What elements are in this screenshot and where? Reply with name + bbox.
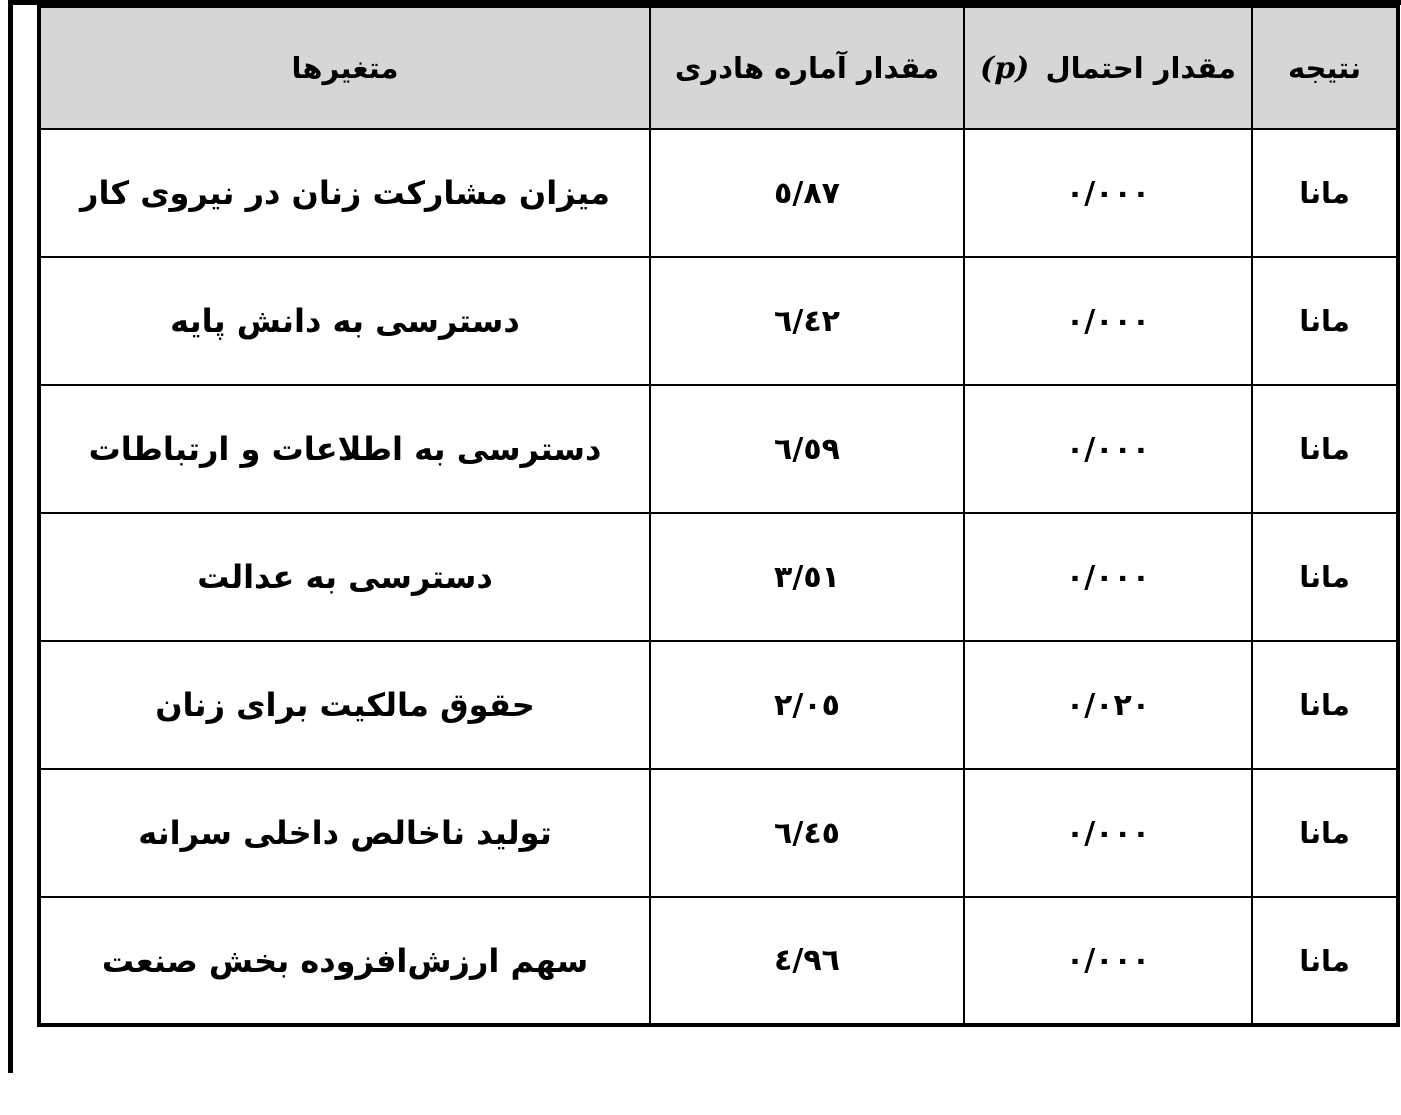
- variable-cell: سهم ارزش‌افزوده بخش صنعت: [39, 897, 650, 1025]
- variable-cell: دسترسی به عدالت: [39, 513, 650, 641]
- variable-cell: دسترسی به اطلاعات و ارتباطات: [39, 385, 650, 513]
- p-value-cell: ٠/٠٠٠: [964, 385, 1252, 513]
- header-probability-label: مقدار احتمال: [1045, 50, 1236, 85]
- p-value-cell: ٠/٠٠٠: [964, 129, 1252, 257]
- p-value-cell: ٠/٠٠٠: [964, 769, 1252, 897]
- table-row: [39, 129, 1398, 257]
- table-row: [39, 897, 1398, 1025]
- result-cell: مانا: [1252, 129, 1398, 257]
- statistic-cell: ٣/٥١: [650, 513, 964, 641]
- header-p-symbol: (p): [980, 50, 1030, 86]
- hadri-test-results-table: [37, 4, 1400, 1027]
- header-result-label: نتیجه: [1287, 51, 1362, 85]
- table-row: [39, 641, 1398, 769]
- result-cell: مانا: [1252, 769, 1398, 897]
- header-variables: [39, 6, 650, 129]
- variable-cell: تولید ناخالص داخلی سرانه: [39, 769, 650, 897]
- variable-cell: میزان مشارکت زنان در نیروی کار: [39, 129, 650, 257]
- statistic-cell: ٦/٤٥: [650, 769, 964, 897]
- statistic-cell: ٦/٥٩: [650, 385, 964, 513]
- result-cell: مانا: [1252, 257, 1398, 385]
- table-row: [39, 513, 1398, 641]
- p-value-cell: ٠/٠٢٠: [964, 641, 1252, 769]
- header-statistic: [650, 6, 964, 129]
- variable-cell: دسترسی به دانش پایه: [39, 257, 650, 385]
- variable-cell: حقوق مالکیت برای زنان: [39, 641, 650, 769]
- header-variables-label: متغیرها: [291, 51, 399, 85]
- statistic-cell: ٥/٨٧: [650, 129, 964, 257]
- header-result: [1252, 6, 1398, 129]
- table-header-row: [39, 6, 1398, 129]
- header-statistic-label: مقدار آماره هادری: [674, 51, 940, 85]
- result-cell: مانا: [1252, 385, 1398, 513]
- table-row: [39, 385, 1398, 513]
- result-cell: مانا: [1252, 897, 1398, 1025]
- table-row: [39, 769, 1398, 897]
- p-value-cell: ٠/٠٠٠: [964, 257, 1252, 385]
- result-cell: مانا: [1252, 513, 1398, 641]
- p-value-cell: ٠/٠٠٠: [964, 513, 1252, 641]
- result-cell: مانا: [1252, 641, 1398, 769]
- statistic-cell: ٦/٤٢: [650, 257, 964, 385]
- table-row: [39, 257, 1398, 385]
- outer-frame-left-line: [8, 0, 13, 1073]
- statistic-cell: ٢/٠٥: [650, 641, 964, 769]
- p-value-cell: ٠/٠٠٠: [964, 897, 1252, 1025]
- statistic-cell: ٤/٩٦: [650, 897, 964, 1025]
- header-probability: [964, 6, 1252, 129]
